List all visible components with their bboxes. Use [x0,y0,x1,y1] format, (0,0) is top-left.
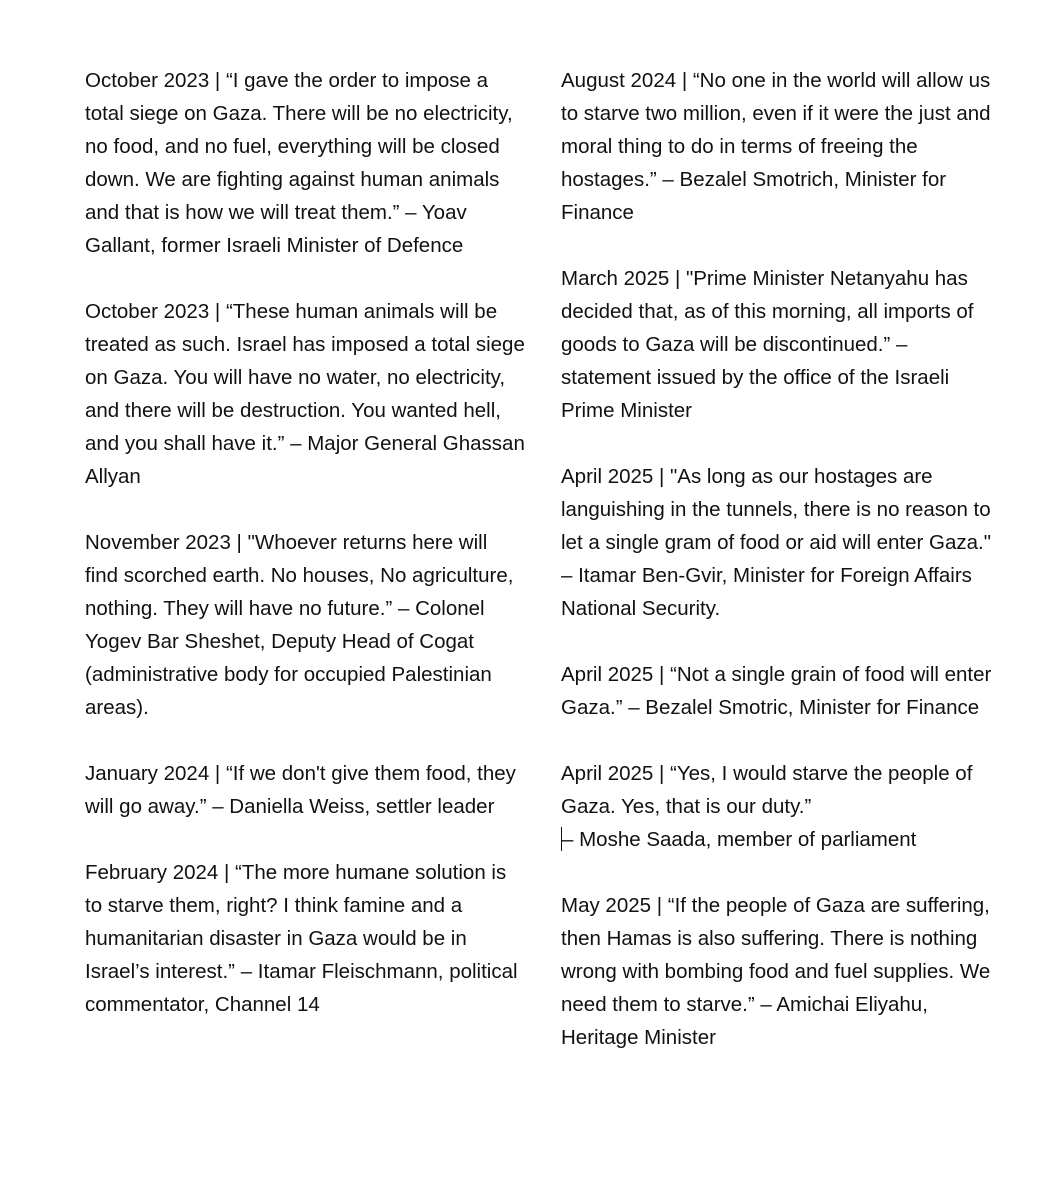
quote-smotric-apr-2025: April 2025 | “Not a single grain of food will enter Gaza.” – Bezalel Smotric, Minister for Finance [561,663,992,719]
quote-saada-apr-2025 [561,757,1001,856]
left-column [85,64,525,1054]
quote-saada-attribution: – Moshe Saada, member of parliament [562,828,917,851]
quote-allyan-oct-2023: October 2023 | “These human animals will be treated as such. Israel has imposed a total siege on Gaza. You will have no water, no electricity, and there will be destruction. You wanted hell, and you shall have it.” – Major General Ghassan Allyan [85,300,525,488]
quote-bar-sheshet-nov-2023: November 2023 | "Whoever returns here will find scorched earth. No houses, No agriculture, nothing. They will have no future.” – Colonel Yogev Bar Sheshet, Deputy Head of Cogat (administrative body for occupied Palestinian areas). [85,531,514,719]
quote-eliyahu-may-2025: May 2025 | “If the people of Gaza are suffering, then Hamas is also suffering. There is nothing wrong with bombing food and fuel supplies. We need them to starve.” – Amichai Eliyahu, Heritage Minister [561,894,991,1049]
right-column [561,64,1001,1087]
quote-smotrich-aug-2024: August 2024 | “No one in the world will allow us to starve two million, even if it were the just and moral thing to do in terms of freeing the hostages.” – Bezalel Smotrich, Minister for Finance [561,69,991,224]
quote-pm-office-mar-2025: March 2025 | "Prime Minister Netanyahu has decided that, as of this morning, all imports of goods to Gaza will be discontinued.” – statement issued by the office of the Israeli Prime Minister [561,267,974,422]
quote-gallant-oct-2023: October 2023 | “I gave the order to impose a total siege on Gaza. There will be no electricity, no food, and no fuel, everything will be closed down. We are fighting against human animals and that is how we will treat them.” – Yoav Gallant, former Israeli Minister of Defence [85,69,513,257]
quote-weiss-jan-2024: January 2024 | “If we don't give them food, they will go away.” – Daniella Weiss, settler leader [85,762,516,818]
quote-saada-main: April 2025 | “Yes, I would starve the people of Gaza. Yes, that is our duty.” [561,762,973,818]
quote-ben-gvir-apr-2025: April 2025 | "As long as our hostages are languishing in the tunnels, there is no reason to let a single gram of food or aid will enter Gaza." – Itamar Ben-Gvir, Minister for Foreign Affairs National Security. [561,465,992,620]
quote-fleischmann-feb-2024: February 2024 | “The more humane solution is to starve them, right? I think famine and a humanitarian disaster in Gaza would be in Israel’s interest.” – Itamar Fleischmann, political commentator, Channel 14 [85,861,518,1016]
